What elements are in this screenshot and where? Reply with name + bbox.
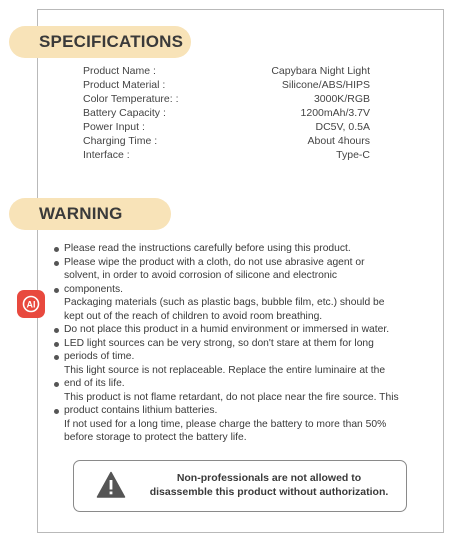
notice-message <box>134 471 404 499</box>
spec-label: Interface : <box>83 149 130 161</box>
spec-label: Product Material : <box>83 79 166 91</box>
ai-icon <box>21 294 41 314</box>
spec-label: Product Name : <box>83 65 156 77</box>
notice-line: disassemble this product without authorization. <box>149 486 389 498</box>
warning-item: LED light sources can be very strong, so don't stare at them for long <box>53 337 423 351</box>
warning-triangle-icon <box>96 471 126 499</box>
warning-item-continued: kept out of the reach of children to avoid room breathing. <box>64 310 323 322</box>
ai-assistant-button[interactable] <box>17 290 45 318</box>
spec-row-battery <box>83 106 370 120</box>
spec-label: Power Input : <box>83 121 145 133</box>
warning-item: Do not place this product in a humid environment or immersed in water. <box>53 323 423 337</box>
warning-item: product contains lithium batteries. <box>53 404 423 418</box>
warning-item: end of its life. <box>53 377 423 391</box>
spec-row-color-temperature <box>83 92 370 106</box>
spec-value: 3000K/RGB <box>313 93 370 105</box>
spec-value: Silicone/ABS/HIPS <box>281 79 370 91</box>
svg-text:AI: AI <box>26 299 36 310</box>
warning-item: components. <box>53 283 423 297</box>
spec-row-charging-time <box>83 134 370 148</box>
spec-row-material <box>83 78 370 92</box>
warning-heading: WARNING <box>9 198 171 230</box>
spec-row-power-input <box>83 120 370 134</box>
warning-item: Please read the instructions carefully before using this product. <box>53 242 423 256</box>
warning-item: Please wipe the product with a cloth, do not use abrasive agent or <box>53 256 423 270</box>
warning-item-continued: If not used for a long time, please charge the battery to more than 50% <box>64 418 387 430</box>
spec-value: About 4hours <box>307 135 370 147</box>
warning-item: periods of time. <box>53 350 423 364</box>
spec-row-product-name <box>83 64 370 78</box>
spec-value: Capybara Night Light <box>271 65 370 77</box>
warning-item-continued: before storage to protect the battery life. <box>64 432 247 443</box>
warning-item-continued: Packaging materials (such as plastic bags, bubble film, etc.) should be <box>64 297 385 308</box>
spec-row-interface <box>83 148 370 162</box>
spec-label: Charging Time : <box>83 135 158 147</box>
spec-value: 1200mAh/3.7V <box>300 107 370 119</box>
notice-line: Non-professionals are not allowed to <box>176 472 362 484</box>
warning-list <box>53 242 423 445</box>
spec-value: Type-C <box>336 149 370 161</box>
warning-item-continued: solvent, in order to avoid corrosion of silicone and electronic <box>64 270 338 281</box>
spec-label: Battery Capacity : <box>83 107 166 119</box>
spec-value: DC5V, 0.5A <box>315 121 370 133</box>
warning-item-continued: This light source is not replaceable. Replace the entire luminaire at the <box>64 364 386 376</box>
warning-item-continued: This product is not flame retardant, do not place near the fire source. This <box>64 391 399 403</box>
specifications-heading: SPECIFICATIONS <box>9 26 191 58</box>
spec-label: Color Temperature: : <box>83 93 179 105</box>
authorization-notice <box>73 460 407 512</box>
